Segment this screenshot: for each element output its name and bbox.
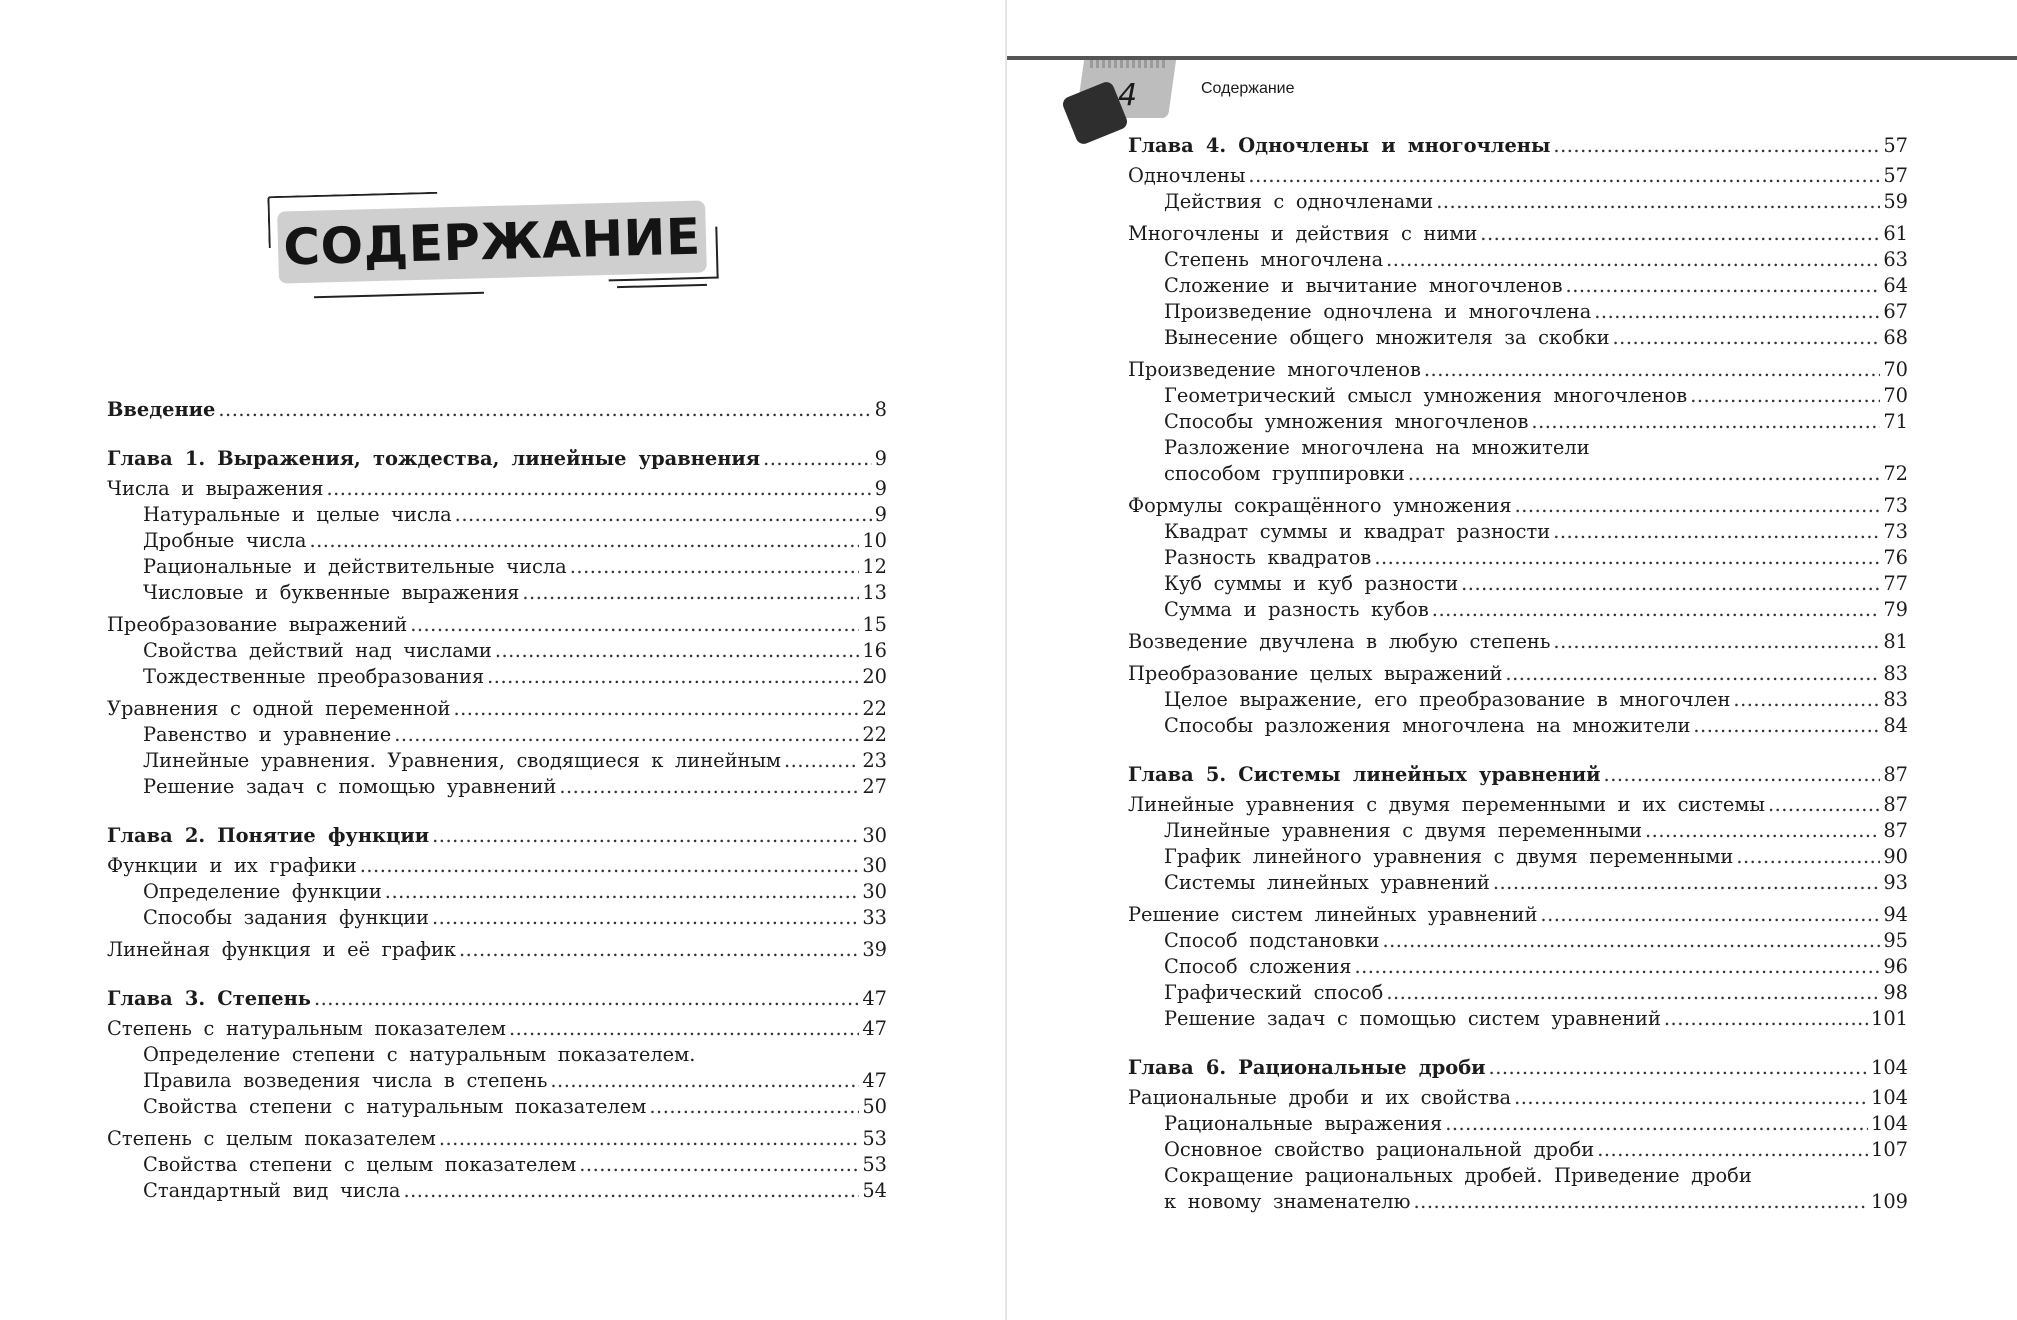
toc-subsection-entry[interactable] [107, 1042, 887, 1068]
toc-leader-dots [309, 528, 859, 554]
toc-page-number: 30 [862, 824, 887, 847]
toc-subsection-entry[interactable] [1128, 383, 1908, 409]
toc-page-number: 83 [1883, 688, 1908, 711]
toc-leader-dots [1553, 629, 1880, 655]
toc-subsection-entry[interactable] [107, 1178, 887, 1204]
toc-page-number: 9 [874, 503, 887, 526]
toc-chapter-entry[interactable] [107, 986, 887, 1012]
toc-entry-label: Способы задания функции [143, 906, 429, 929]
toc-entry-label: Многочлены и действия с ними [1128, 222, 1478, 245]
toc-entry-label: Определение функции [143, 880, 382, 903]
toc-page-number: 13 [862, 581, 887, 604]
toc-leader-dots [1604, 762, 1881, 788]
toc-page-number: 73 [1883, 494, 1908, 517]
toc-section-entry[interactable] [1128, 163, 1908, 189]
toc-leader-dots [394, 722, 859, 748]
toc-leader-dots [432, 823, 859, 849]
toc-subsection-entry[interactable] [107, 638, 887, 664]
toc-section-entry[interactable] [1128, 792, 1908, 818]
toc-entry-label: Целое выражение, его преобразование в многочлен [1164, 688, 1731, 711]
running-header: Содержание [1201, 80, 1295, 97]
toc-entry-label: Куб суммы и куб разности [1164, 572, 1459, 595]
toc-subsection-entry[interactable] [107, 1152, 887, 1178]
toc-leader-dots [763, 446, 872, 472]
toc-chapter-entry[interactable] [1128, 762, 1908, 788]
toc-entry-label: Линейные уравнения. Уравнения, сводящиеся к линейным [143, 749, 781, 772]
toc-page-number: 9 [874, 447, 887, 470]
toc-subsection-entry[interactable] [1128, 409, 1908, 435]
toc-leader-dots [1354, 954, 1880, 980]
toc-entry-label: Способ сложения [1164, 955, 1352, 978]
toc-subsection-entry[interactable] [1128, 519, 1908, 545]
toc-entry-label: Сложение и вычитание многочленов [1164, 274, 1563, 297]
toc-subsection-entry[interactable] [107, 664, 887, 690]
toc-entry-label: Основное свойство рациональной дроби [1164, 1138, 1595, 1161]
toc-page-number: 64 [1883, 274, 1908, 297]
toc-subsection-entry[interactable] [1128, 1189, 1908, 1215]
toc-entry-label: Произведение многочленов [1128, 358, 1421, 381]
toc-subsection-entry[interactable] [107, 528, 887, 554]
toc-page-number: 87 [1883, 763, 1908, 786]
toc-leader-dots [487, 664, 859, 690]
toc-leader-dots [1594, 299, 1880, 325]
toc-entry-label: Решение систем линейных уравнений [1128, 903, 1538, 926]
toc-chapter-entry[interactable] [107, 446, 887, 472]
page-number: 4 [1118, 78, 1138, 113]
toc-leader-dots [1613, 325, 1881, 351]
toc-page-number: 94 [1883, 903, 1908, 926]
toc-subsection-entry[interactable] [107, 774, 887, 800]
toc-subsection-entry[interactable] [1128, 325, 1908, 351]
toc-entry-label: Степень с целым показателем [107, 1127, 436, 1150]
toc-leader-dots [1374, 545, 1880, 571]
toc-section-entry[interactable] [107, 1016, 887, 1042]
toc-subsection-entry[interactable] [107, 879, 887, 905]
toc-section-entry[interactable] [1128, 661, 1908, 687]
toc-subsection-entry[interactable] [107, 554, 887, 580]
toc-subsection-entry[interactable] [1128, 189, 1908, 215]
toc-page-number: 47 [862, 1069, 887, 1092]
toc-entry-label: Свойства действий над числами [143, 639, 492, 662]
toc-section-entry[interactable] [107, 853, 887, 879]
toc-page-number: 98 [1883, 981, 1908, 1004]
toc-chapter-entry[interactable] [1128, 1055, 1908, 1081]
toc-page-number: 107 [1870, 1138, 1908, 1161]
toc-entry-label: Разность квадратов [1164, 546, 1372, 569]
toc-leader-dots [459, 937, 859, 963]
toc-subsection-entry[interactable] [107, 580, 887, 606]
toc-leader-dots [1493, 870, 1880, 896]
toc-page-number: 68 [1883, 326, 1908, 349]
toc-leader-dots [1645, 818, 1880, 844]
toc-subsection-entry[interactable] [1128, 571, 1908, 597]
toc-page-number: 63 [1883, 248, 1908, 271]
table-of-contents-right [1128, 133, 1908, 1215]
toc-entry-label: Геометрический смысл умножения многочленов [1164, 384, 1688, 407]
toc-leader-dots [1408, 461, 1880, 487]
toc-entry-label: Произведение одночлена и многочлена [1164, 300, 1592, 323]
toc-entry-label: Решение задач с помощью уравнений [143, 775, 557, 798]
toc-entry-label: Сокращение рациональных дробей. Приведение дроби [1164, 1164, 1752, 1187]
toc-leader-dots [1531, 409, 1880, 435]
toc-leader-dots [1768, 792, 1880, 818]
toc-entry-label: Линейная функция и её график [107, 938, 457, 961]
toc-entry-label: Определение степени с натуральным показателем. [143, 1043, 696, 1066]
toc-leader-dots [1733, 687, 1880, 713]
toc-leader-dots [522, 580, 859, 606]
toc-entry-label: Вынесение общего множителя за скобки [1164, 326, 1610, 349]
toc-leader-dots [495, 638, 860, 664]
toc-page-number: 50 [862, 1095, 887, 1118]
toc-leader-dots [403, 1178, 859, 1204]
toc-page-number: 70 [1883, 358, 1908, 381]
toc-entry-label: Способ подстановки [1164, 929, 1380, 952]
toc-leader-dots [410, 612, 859, 638]
toc-leader-dots [1386, 247, 1880, 273]
toc-entry-label: Способы умножения многочленов [1164, 410, 1529, 433]
toc-page-number: 104 [1870, 1086, 1908, 1109]
toc-entry-label: Натуральные и целые числа [143, 503, 452, 526]
toc-page-number: 84 [1883, 714, 1908, 737]
toc-subsection-entry[interactable] [1128, 1111, 1908, 1137]
toc-page-number: 59 [1883, 190, 1908, 213]
toc-entry-label: Глава 1. Выражения, тождества, линейные уравнения [107, 447, 761, 470]
toc-leader-dots [509, 1016, 859, 1042]
toc-page-number: 54 [862, 1179, 887, 1202]
toc-leader-dots [1248, 163, 1880, 189]
toc-page-number: 57 [1883, 164, 1908, 187]
toc-leader-dots [326, 476, 871, 502]
toc-page-number: 72 [1883, 462, 1908, 485]
toc-subsection-entry[interactable] [1128, 928, 1908, 954]
toc-page-number: 33 [862, 906, 887, 929]
toc-leader-dots [1540, 902, 1880, 928]
toc-subsection-entry[interactable] [1128, 980, 1908, 1006]
toc-entry-label: Свойства степени с натуральным показателем [143, 1095, 647, 1118]
toc-section-entry[interactable] [1128, 1085, 1908, 1111]
toc-entry-label: Тождественные преобразования [143, 665, 485, 688]
toc-entry-label: Одночлены [1128, 164, 1246, 187]
toc-leader-dots [550, 1068, 859, 1094]
toc-page-number: 22 [862, 723, 887, 746]
toc-subsection-entry[interactable] [1128, 818, 1908, 844]
toc-leader-dots [579, 1152, 859, 1178]
toc-section-entry[interactable] [1128, 221, 1908, 247]
toc-page-number: 57 [1883, 134, 1908, 157]
toc-subsection-entry[interactable] [1128, 1006, 1908, 1032]
toc-page-number: 30 [862, 854, 887, 877]
page-title: СОДЕРЖАНИЕ [282, 207, 702, 277]
toc-section-entry[interactable] [107, 937, 887, 963]
toc-entry-label: Рациональные дроби и их свойства [1128, 1086, 1512, 1109]
toc-page-number: 22 [862, 697, 887, 720]
toc-leader-dots [455, 502, 872, 528]
toc-page-number: 95 [1883, 929, 1908, 952]
title-underline-decoration [617, 284, 707, 288]
toc-page-number: 53 [862, 1127, 887, 1150]
toc-leader-dots [1505, 661, 1880, 687]
toc-chapter-entry[interactable] [107, 397, 887, 423]
toc-page-number: 90 [1883, 845, 1908, 868]
toc-subsection-entry[interactable] [107, 502, 887, 528]
toc-entry-label: Глава 3. Степень [107, 987, 311, 1010]
toc-subsection-entry[interactable] [1128, 870, 1908, 896]
toc-entry-label: Правила возведения числа в степень [143, 1069, 548, 1092]
toc-leader-dots [1736, 844, 1880, 870]
toc-entry-label: График линейного уравнения с двумя переменными [1164, 845, 1734, 868]
toc-entry-label: Рациональные и действительные числа [143, 555, 567, 578]
toc-entry-label: Введение [107, 398, 216, 421]
title-plate [277, 200, 707, 283]
toc-leader-dots [1597, 1137, 1868, 1163]
toc-page-number: 10 [862, 529, 887, 552]
toc-page-number: 16 [862, 639, 887, 662]
toc-leader-dots [1553, 519, 1880, 545]
toc-leader-dots [1436, 189, 1880, 215]
toc-page-number: 87 [1883, 793, 1908, 816]
toc-entry-label: Системы линейных уравнений [1164, 871, 1490, 894]
toc-section-entry[interactable] [107, 476, 887, 502]
toc-entry-label: Сумма и разность кубов [1164, 598, 1429, 621]
toc-section-entry[interactable] [107, 612, 887, 638]
toc-subsection-entry[interactable] [1128, 461, 1908, 487]
toc-page-number: 20 [862, 665, 887, 688]
toc-leader-dots [1461, 571, 1880, 597]
toc-leader-dots [649, 1094, 859, 1120]
toc-section-entry[interactable] [107, 696, 887, 722]
table-of-contents-left [107, 397, 887, 1204]
toc-page-number: 23 [862, 749, 887, 772]
toc-entry-label: Разложение многочлена на множители [1164, 436, 1590, 459]
toc-section-entry[interactable] [1128, 493, 1908, 519]
toc-page-number: 104 [1870, 1112, 1908, 1135]
toc-leader-dots [1386, 980, 1880, 1006]
toc-entry-label: Свойства степени с целым показателем [143, 1153, 577, 1176]
toc-entry-label: Преобразование целых выражений [1128, 662, 1503, 685]
toc-entry-label: способом группировки [1164, 462, 1405, 485]
toc-entry-label: Глава 5. Системы линейных уравнений [1128, 763, 1601, 786]
toc-subsection-entry[interactable] [1128, 954, 1908, 980]
toc-subsection-entry[interactable] [1128, 545, 1908, 571]
toc-leader-dots [314, 986, 859, 1012]
toc-entry-label: Преобразование выражений [107, 613, 408, 636]
toc-page-number: 12 [862, 555, 887, 578]
toc-page-number: 104 [1870, 1056, 1908, 1079]
toc-subsection-entry[interactable] [1128, 273, 1908, 299]
toc-page-number: 76 [1883, 546, 1908, 569]
toc-entry-label: Степень с натуральным показателем [107, 1017, 506, 1040]
toc-subsection-entry[interactable] [1128, 299, 1908, 325]
tab-stripes-decoration [1090, 60, 1168, 68]
toc-page-number: 77 [1883, 572, 1908, 595]
toc-leader-dots [559, 774, 859, 800]
toc-entry-label: Действия с одночленами [1164, 190, 1434, 213]
toc-leader-dots [1514, 1085, 1868, 1111]
toc-leader-dots [439, 1126, 859, 1152]
toc-subsection-entry[interactable] [107, 905, 887, 931]
toc-entry-label: Линейные уравнения с двумя переменными и их системы [1128, 793, 1765, 816]
toc-leader-dots [453, 696, 859, 722]
toc-entry-label: Стандартный вид числа [143, 1179, 401, 1202]
toc-leader-dots [1424, 357, 1880, 383]
toc-entry-label: к новому знаменателю [1164, 1190, 1411, 1213]
toc-leader-dots [1693, 713, 1880, 739]
toc-chapter-entry[interactable] [1128, 133, 1908, 159]
toc-entry-label: Графический способ [1164, 981, 1384, 1004]
toc-entry-label: Возведение двучлена в любую степень [1128, 630, 1551, 653]
toc-leader-dots [1690, 383, 1880, 409]
toc-entry-label: Равенство и уравнение [143, 723, 392, 746]
toc-subsection-entry[interactable] [107, 1094, 887, 1120]
toc-subsection-entry[interactable] [107, 722, 887, 748]
toc-page-number: 53 [862, 1153, 887, 1176]
toc-leader-dots [385, 879, 860, 905]
toc-entry-label: Формулы сокращённого умножения [1128, 494, 1512, 517]
toc-leader-dots [1445, 1111, 1868, 1137]
toc-leader-dots [1414, 1189, 1868, 1215]
toc-page-number: 67 [1883, 300, 1908, 323]
toc-leader-dots [1480, 221, 1880, 247]
toc-section-entry[interactable] [1128, 902, 1908, 928]
toc-entry-label: Линейные уравнения с двумя переменными [1164, 819, 1642, 842]
toc-subsection-entry[interactable] [1128, 597, 1908, 623]
toc-section-entry[interactable] [1128, 357, 1908, 383]
toc-page-number: 27 [862, 775, 887, 798]
toc-entry-label: Решение задач с помощью систем уравнений [1164, 1007, 1661, 1030]
toc-subsection-entry[interactable] [1128, 247, 1908, 273]
toc-leader-dots [1664, 1006, 1868, 1032]
toc-page-number: 79 [1883, 598, 1908, 621]
toc-leader-dots [1489, 1055, 1868, 1081]
title-underline-decoration [314, 292, 484, 298]
toc-subsection-entry[interactable] [107, 1068, 887, 1094]
toc-entry-label: Рациональные выражения [1164, 1112, 1443, 1135]
toc-entry-label: Степень многочлена [1164, 248, 1384, 271]
toc-entry-label: Уравнения с одной переменной [107, 697, 451, 720]
toc-subsection-entry[interactable] [1128, 844, 1908, 870]
toc-entry-label: Числовые и буквенные выражения [143, 581, 520, 604]
toc-page-number: 9 [874, 477, 887, 500]
toc-leader-dots [1553, 133, 1880, 159]
toc-page-number: 87 [1883, 819, 1908, 842]
toc-entry-label: Квадрат суммы и квадрат разности [1164, 520, 1551, 543]
toc-page-number: 96 [1883, 955, 1908, 978]
toc-leader-dots [570, 554, 860, 580]
toc-entry-label: Глава 2. Понятие функции [107, 824, 430, 847]
toc-entry-label: Способы разложения многочлена на множители [1164, 714, 1691, 737]
toc-leader-dots [1382, 928, 1880, 954]
toc-entry-label: Глава 4. Одночлены и многочлены [1128, 134, 1551, 157]
toc-page-number: 47 [862, 1017, 887, 1040]
toc-chapter-entry[interactable] [107, 823, 887, 849]
contents-title-badge [262, 188, 722, 300]
toc-leader-dots [432, 905, 859, 931]
toc-leader-dots [360, 853, 860, 879]
toc-subsection-entry[interactable] [1128, 435, 1908, 461]
toc-leader-dots [1432, 597, 1881, 623]
toc-entry-label: Глава 6. Рациональные дроби [1128, 1056, 1486, 1079]
toc-page-number: 109 [1870, 1190, 1908, 1213]
toc-subsection-entry[interactable] [1128, 687, 1908, 713]
toc-page-number: 93 [1883, 871, 1908, 894]
toc-leader-dots [1566, 273, 1881, 299]
toc-page-number: 73 [1883, 520, 1908, 543]
toc-entry-label: Дробные числа [143, 529, 307, 552]
toc-section-entry[interactable] [1128, 629, 1908, 655]
toc-entry-label: Числа и выражения [107, 477, 324, 500]
toc-leader-dots [1515, 493, 1881, 519]
toc-page-number: 71 [1883, 410, 1908, 433]
toc-leader-dots [784, 748, 859, 774]
toc-page-number: 8 [874, 398, 887, 421]
toc-subsection-entry[interactable] [1128, 1163, 1908, 1189]
toc-page-number: 83 [1883, 662, 1908, 685]
left-page [0, 0, 1005, 1320]
toc-page-number: 101 [1870, 1007, 1908, 1030]
toc-page-number: 61 [1883, 222, 1908, 245]
toc-subsection-entry[interactable] [107, 748, 887, 774]
toc-page-number: 70 [1883, 384, 1908, 407]
toc-leader-dots [218, 397, 871, 423]
toc-entry-label: Функции и их графики [107, 854, 357, 877]
toc-subsection-entry[interactable] [1128, 1137, 1908, 1163]
toc-page-number: 39 [862, 938, 887, 961]
toc-page-number: 81 [1883, 630, 1908, 653]
toc-page-number: 15 [862, 613, 887, 636]
toc-section-entry[interactable] [107, 1126, 887, 1152]
toc-subsection-entry[interactable] [1128, 713, 1908, 739]
toc-page-number: 47 [862, 987, 887, 1010]
toc-page-number: 30 [862, 880, 887, 903]
